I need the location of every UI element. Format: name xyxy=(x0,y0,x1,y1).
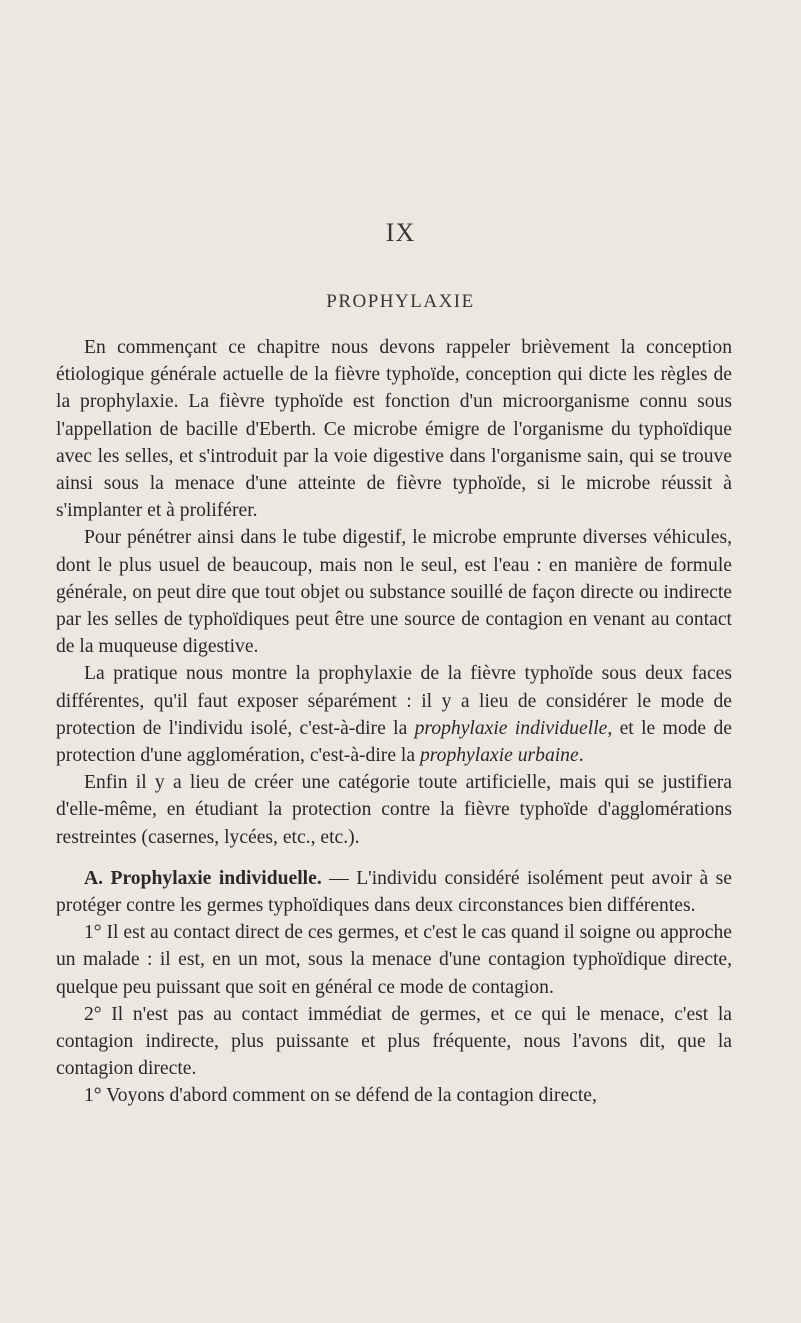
section-a-heading: A. Prophylaxie individuelle. xyxy=(84,867,322,889)
term-prophylaxie-urbaine: prophylaxie urbaine xyxy=(419,745,579,767)
chapter-title: PROPHYLAXIE xyxy=(326,291,475,312)
list-item-indirect-contact: 2° Il n'est pas au contact immédiat de germes, et ce qui le menace, c'est la contagion indirecte, plus puissante et plus fréquente, nous l'avons dit, que la contagion directe. xyxy=(56,1003,732,1080)
section-a-text: — L'individu considéré isolément peut avoir à se protéger contre les germes typhoïdiques dans deux circonstances bien différentes. xyxy=(56,867,732,917)
paragraph-two-faces xyxy=(56,660,732,769)
paragraph-artificial-category: Enfin il y a lieu de créer une catégorie toute artificielle, mais qui se justifiera d'elle-même, en étudiant la protection contre la fièvre typhoïde d'agglomérations restreintes (casernes, lycées, etc., etc.). xyxy=(56,772,732,848)
paragraph-two-faces-text-a: La pratique nous montre la prophylaxie de la fièvre typhoïde sous deux faces différentes, qu'il faut exposer séparément : il y a lieu de considérer le mode de protection de l'individu isolé, c'est-à-dire la xyxy=(56,663,732,739)
section-gap xyxy=(56,851,732,865)
section-a-paragraph xyxy=(56,865,732,919)
chapter-number: IX xyxy=(385,218,416,247)
paragraph-intro: En commençant ce chapitre nous devons rappeler brièvement la conception étiologique générale actuelle de la fièvre typhoïde, conception qui dicte les règles de la prophylaxie. La fièvre typhoïde est fonction d'un microorganisme connu sous l'appellation de bacille d'Eberth. Ce microbe émigre de l'organisme du typhoïdique avec les selles, et s'introduit par la voie digestive dans l'organisme sain, qui se trouve ainsi sous la menace d'une atteinte de fièvre typhoïde, si le microbe réussit à s'implanter et à proliférer. xyxy=(56,337,732,522)
paragraph-two-faces-text-b: , et le mode de protection d'une agglomération, c'est-à-dire la xyxy=(56,717,732,767)
paragraph-transmission: Pour pénétrer ainsi dans le tube digestif, le microbe emprunte diverses véhicules, dont le plus usuel de beaucoup, mais non le seul, est l'eau : en manière de formule générale, on peut dire que tout objet ou substance souillé de façon directe ou indirecte par les selles de typhoïdiques peut être une source de contagion en venant au contact de la muqueuse digestive. xyxy=(56,527,732,658)
list-item-direct-contact: 1° Il est au contact direct de ces germes, et c'est le cas quand il soigne ou approche un malade : il est, en un mot, sous la menace d'une contagion typhoïdique directe, quelque peu puissant que soit en général ce mode de contagion. xyxy=(56,922,732,998)
term-prophylaxie-individuelle: prophylaxie individuelle xyxy=(414,717,608,739)
paragraph-two-faces-text-c: . xyxy=(578,745,584,767)
chapter-body xyxy=(56,334,732,1110)
list-item-defense-direct: 1° Voyons d'abord comment on se défend de la contagion directe, xyxy=(84,1085,597,1107)
